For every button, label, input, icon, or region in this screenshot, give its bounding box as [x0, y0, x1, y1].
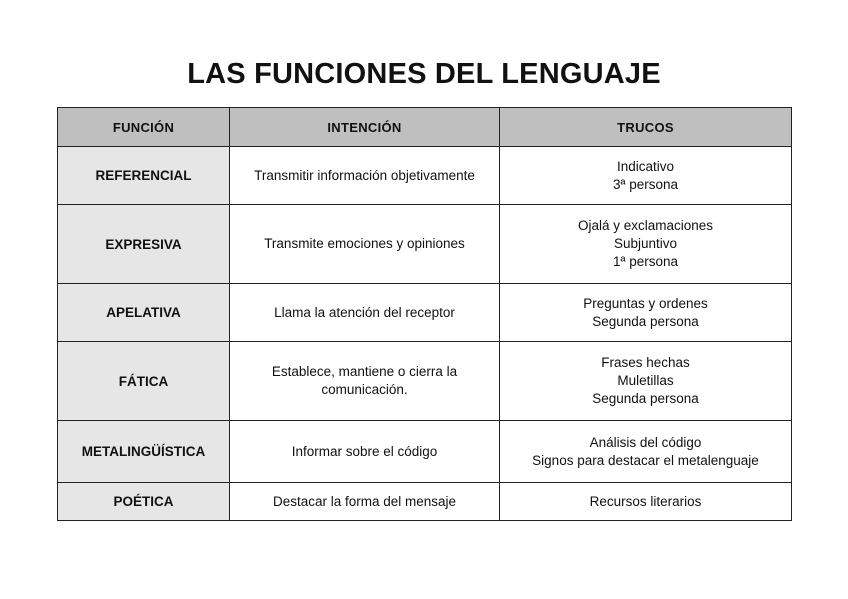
- trick-line: 1ª persona: [612, 254, 679, 269]
- functions-table: [57, 107, 792, 521]
- trick-line: 3ª persona: [612, 176, 679, 192]
- trick-line: Análisis del código: [589, 434, 702, 450]
- function-name: FÁTICA: [58, 342, 230, 421]
- trick-line: Frases hechas: [601, 355, 690, 370]
- trick-line: Segunda persona: [592, 313, 699, 329]
- tricks-cell: [500, 421, 792, 483]
- trick-line: Recursos literarios: [589, 493, 702, 509]
- intention-cell: Transmitir información objetivamente: [230, 147, 500, 205]
- tricks-cell: [500, 147, 792, 205]
- tricks-cell: [500, 284, 792, 342]
- table-row: [58, 342, 792, 421]
- intention-cell: Destacar la forma del mensaje: [230, 483, 500, 521]
- trick-line: Subjuntivo: [613, 236, 678, 251]
- tricks-cell: [500, 342, 792, 421]
- intention-cell: Establece, mantiene o cierra la comunicación.: [230, 342, 500, 421]
- function-name: POÉTICA: [58, 483, 230, 521]
- table-row: [58, 147, 792, 205]
- tricks-cell: [500, 483, 792, 521]
- intention-cell: Transmite emociones y opiniones: [230, 205, 500, 284]
- trick-line: Ojalá y exclamaciones: [577, 218, 714, 233]
- table-row: [58, 205, 792, 284]
- table-header-row: [58, 108, 792, 147]
- trick-line: Signos para destacar el metalenguaje: [532, 452, 759, 468]
- function-name: APELATIVA: [58, 284, 230, 342]
- header-tricks: TRUCOS: [500, 108, 792, 147]
- table-row: [58, 284, 792, 342]
- header-function: FUNCIÓN: [58, 108, 230, 147]
- table-row: [58, 421, 792, 483]
- header-intention: INTENCIÓN: [230, 108, 500, 147]
- function-name: EXPRESIVA: [58, 205, 230, 284]
- function-name: METALINGÜÍSTICA: [58, 421, 230, 483]
- table-row: [58, 483, 792, 521]
- trick-line: Segunda persona: [592, 391, 699, 406]
- trick-line: Indicativo: [616, 158, 675, 174]
- intention-cell: Llama la atención del receptor: [230, 284, 500, 342]
- function-name: REFERENCIAL: [58, 147, 230, 205]
- tricks-cell: [500, 205, 792, 284]
- page-title: LAS FUNCIONES DEL LENGUAJE: [187, 58, 661, 90]
- trick-line: Muletillas: [617, 373, 674, 388]
- trick-line: Preguntas y ordenes: [583, 295, 708, 311]
- intention-cell: Informar sobre el código: [230, 421, 500, 483]
